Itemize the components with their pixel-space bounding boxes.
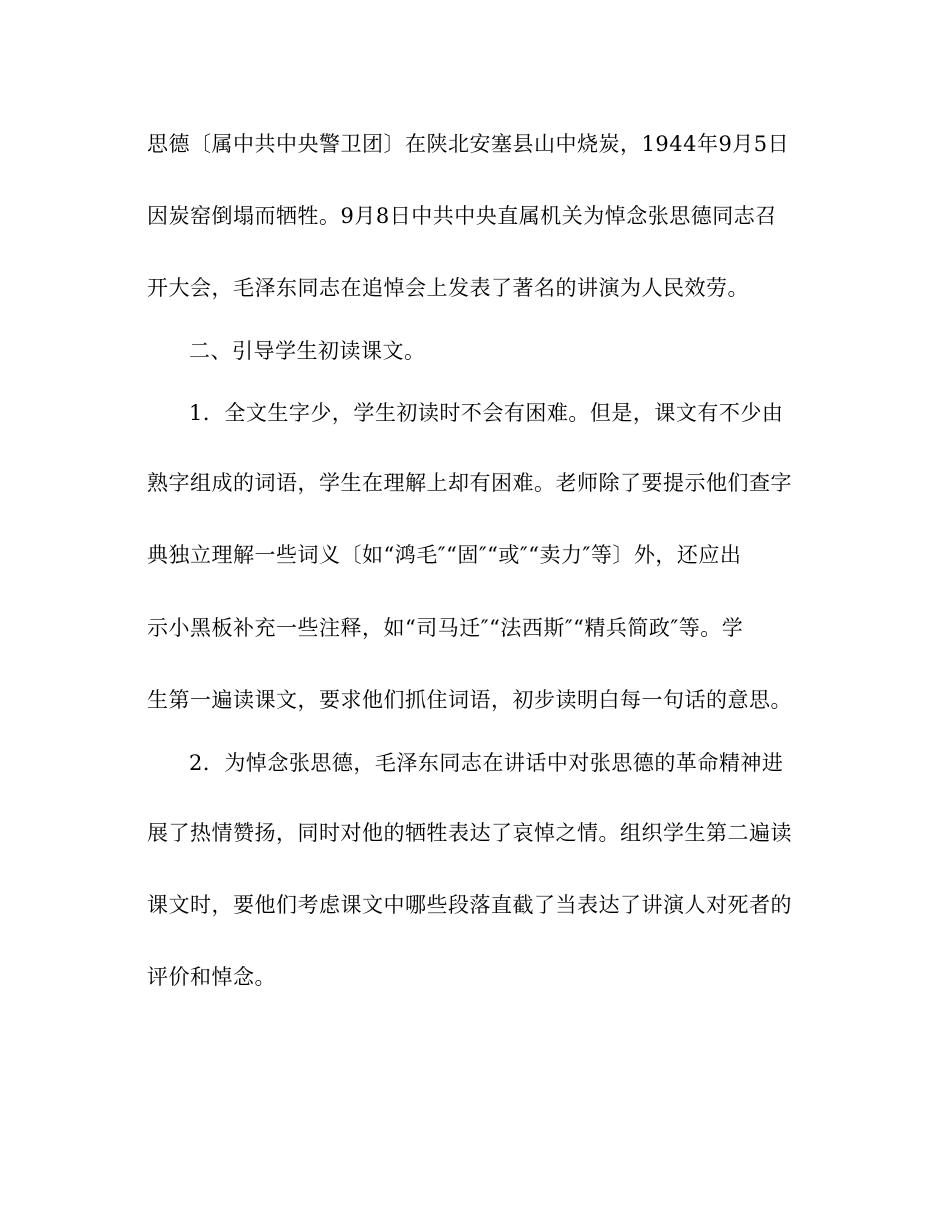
text-line: 开大会，毛泽东同志在追悼会上发表了著名的讲演为人民效劳。 <box>147 276 749 300</box>
text-line: 评价和悼念。 <box>147 965 276 989</box>
section-heading: 二、引导学生初读课文。 <box>189 339 426 363</box>
text-line: 1．全文生字少，学生初读时不会有困难。但是，课文有不少由 <box>189 401 784 425</box>
text-line: 展了热情赞扬，同时对他的牺牲表达了哀悼之情。组织学生第二遍读 <box>147 821 792 845</box>
text-line: 因炭窑倒塌而牺牲。9月8日中共中央直属机关为悼念张思德同志召 <box>147 204 777 228</box>
text-line: 课文时，要他们考虑课文中哪些段落直截了当表达了讲演人对死者的 <box>147 893 792 917</box>
text-line: 思德〔属中共中央警卫团〕在陕北安塞县山中烧炭，1944年9月5日 <box>147 132 790 156</box>
text-line: 生第一遍读课文，要求他们抓住词语，初步读明白每一句话的意思。 <box>147 688 792 712</box>
text-line: 示小黑板补充一些注释，如“司马迁″“法西斯″“精兵简政″等。学 <box>147 616 744 640</box>
text-line: 熟字组成的词语，学生在理解上却有困难。老师除了要提示他们查字 <box>147 471 792 495</box>
text-line: 2．为悼念张思德，毛泽东同志在讲话中对张思德的革命精神进 <box>189 751 784 775</box>
text-line: 典独立理解一些词义〔如“鸿毛″“固″“或″“卖力″等〕外，还应出 <box>147 543 742 567</box>
